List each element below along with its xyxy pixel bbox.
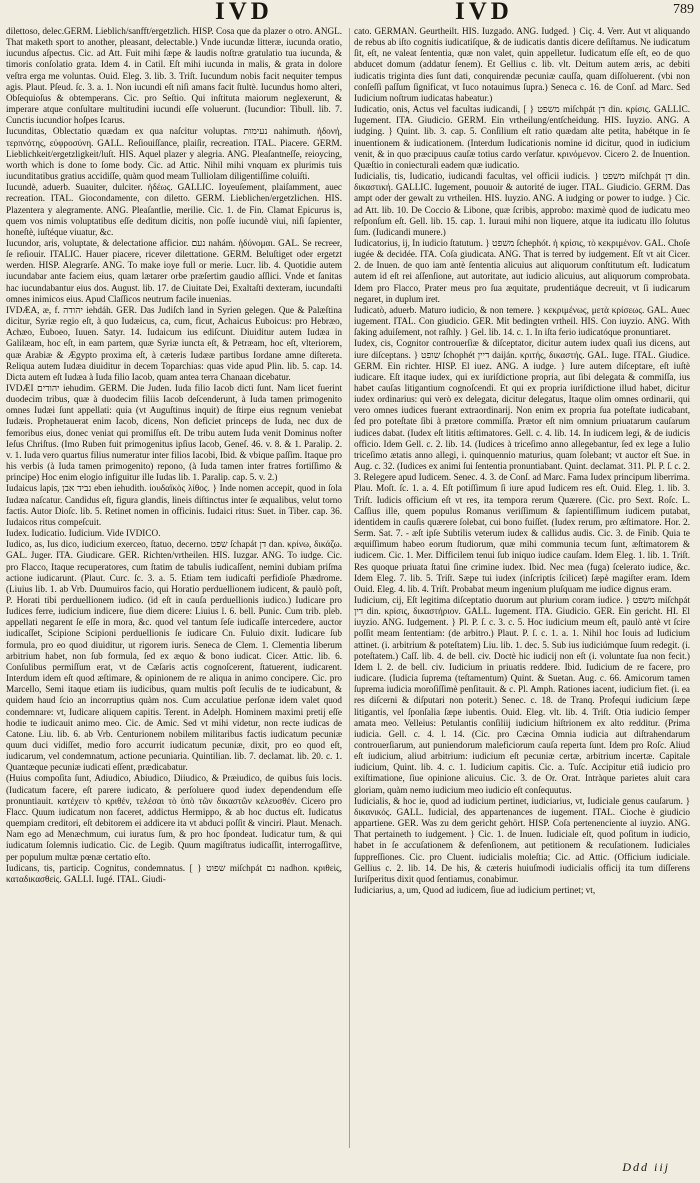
- entry-paragraph: Iudicialis, tis, Iudicatio, iudicandi facultas, vel officii iudicis. } משפט miſchpát דן din. δικαστική. GALLIC. Iugement, pouuoir & autorité de iuger. ITAL. Giudicio. GERM. Das ampt oder der gewalt zu vrtheilen. HIS. Iuyzio. ANG. A iudging or power to iudge. } Cic. ad Att. lib. 10. De Coccio & Libone, quæ ſcribis, approbo: maximè quod de iudicatu meo reſponſum eſt. Gell. lib. 15. cap. 1. Iuraui mihi non liquere, atque ita iudicatu illo ſolutus ſum. (Iudicandi munere.): [354, 171, 690, 237]
- entry-paragraph: IVDÆI יהודים iehudim. GERM. Die Juden. Iuda filio Iacob dicti ſunt. Nam licet fuerint duodecim tribus, quæ à duodecim filiis Iacob deſcenderunt, à Iuda tamen primogenito omnes Iudæi ſunt appellati: quia (vt Auguſtinus inquit) de ſtirpe eius regnum veniebat Iudæis. Prophetauerat enim Iacob, dicens, Non deficiet princeps de Iuda, nec dux de femoribus eius, donec veniat qui promiſſus eſt. De tribu autem Iuda venit Dominus noſter Ieſus Chriſtus. (Imo Ruben fuit primogenitus ipſius Iacob, Geneſ. 46. v. 8. & 1. Paralip. 2. v. 1. Iuda vero quartus filius numeratur inter filios Iacobi, Ibid. & vbique paſſim. Itaque pro his verbis (à Iuda tamen primogenito) repono, (à Iuda tamen inter fratres fortiſſimo & principe) Hoc enim elogio infiguitur ille Iudas lib. 1. Paralip. cap. 5. v. 2.): [6, 383, 342, 483]
- entry-paragraph: Iucundor, aris, voluptate, & delectatione afficior. נעם nahám. ἡδύνομαι. GAL. Se recreer, ſe reſiouir. ITALIC. Hauer piacere, ricever dilettatione. GERM. Beluſtiget oder ergetzt werden. HISP. Alegrarſe. ANG. To make ioye full or merie. Lucr. lib. 4. Quotidie autem iucundabar ante faciem eius, quam lætarer orbe præſertim gaudio aſſlici. Vnde et ſanitas hac iucundabantur eius dos. August. lib. 17. de Ciuitate Dei, Exaltaſti dexteram, iucundaſti omnes inimicos eius. Apud Claſſicos neutrum facile inuenias.: [6, 237, 342, 304]
- entry-paragraph: IVDÆA, æ, f. יהודה iehdáh. GER. Das Judiſch land in Syrien gelegen. Que & Palæſtina dicitur, Syriæ regio eſt, à quo Iudæicus, ca, cum, ficut, Achaicus Euboicus: pro Hebræo, Achæo, Euboeo, Iuuen. Satyr. 14. Iudaicum ius ediſcunt. Diuiditur autem Iudæa in Galilæam, hoc eſt, in eam partem, quæ Syriæ iuncta eſt, & Petræam, hoc eſt, vlteriorem, quæ Arabiæ & Ægypto proxima eſt, à cæteris Iudææ partibus Iordane amne diſtereta. Reliqua autem Iudæa diuiditur in decem Toparchias: quas vide apud Plin. lib. 5. cap. 14. Dicta autem eſt Iudæa à Iuda filio Iacob, quam antea terra Chanaan dicebatur.: [6, 304, 342, 382]
- entry-paragraph: Iudicium, cij, Eſt legitima diſceptatio duorum aut plurium coram iudice. } משפט miſchpát דין din. κρίσις, δικαστήριον. GALL. Iugement. ITA. Giudicio. GER. Ein gericht. HI. El iuyzio. ANG. Iudgement. } Pl. P. ſ. c. 3. c. 5. Hoc iudicium meum eſt, paulò antè vt ſcire poſſit meam ſententiam: (de arbitro.) Plaut. P. ſ. c. 1. a. 1. Nihil hoc Iouis ad Iudicium attinet. (i. arbitrium & poteſtatem) Liu. lib. 1. dec. 5. Sub ius iudiciúmque ſuum redegit. (i. poteſtatem.) Caſſ. lib. 4. de bell. civ. Doctè hic iudicij non eſt (i. voluntate ſua non fecit.) Idem l. 2. de bell. civ. Iudicium in priuatis reddere. Ibid. Iudicium de re facere, pro iudicare. (Iudicia ſuprema (teſtamentum) Quint. & Suetan. Aug. c. 66. Amicorum tamen ſuprema iudicia moroſiſſimè penſitauit. & c. Pl. Amph. Rationes iacent, iudicium fiet. (i. ea res diſcerni & diſputari non poterit.) Senec. c. 18. de Tranq. Profequi iudicium ſæpe litigantis, vel ſponſalia ſæpe iubentis. Ouid. Eleg. vlt. lib. 4. Triſt. Otia iudicio ſemper amata meo. Velleius: Petulantis conſiliij iudicium hiſtrionem ex alto redditur. (Prima iudicia. Gell. c. 4. l. 14. (Cic. pro Cæcina Omnia iudicia aut diſtrahendarum controuerſiarum, aut puniendorum maleficiorum cauſa reperta ſunt. Idem pro Roſc. Aliud eſt iudicium, aliud arbitrium: iudicium eſt pecuniæ certæ, arbitrium incertæ. Capitale iudicium, Quint. lib. 4. c. 1. Iudicium capitis. Cic. a. Tuſc. Accipitur etiâ iudicio pro exiſtimatione, ſiue opinione alicuius. Cic. 3. de Or. Orat. Intràque parietes aluit cara gloriam, quàm nemo iudicium meo iudicio eſt conſequutus.: [354, 594, 690, 795]
- entry-paragraph: (Huius compoſita ſunt, Adiudico, Abiudico, Diiudico, & Præiudico, de quibus ſuis locis. (Iudicatum facere, eſt parere iudicato, & perſoluere quod iudex dependendum eſſe pronuntiauit. κατέχειν τὸ κριθέν, τελέσαι τὸ ὑπὸ τῶν δικαστῶν κελευσθέν. Cicero pro Flacc. Quum iudicatum non faceret, addictus Hermippo, & ab hoc ductus eſt. Iudicatus quempiam creditori, eſt debitorem ei addicere ita vt abduci poſſit & vinciri. Plaut. Menach. Nam ego ad Menæchmum, cui iuratus ſum, & pro hoc ſpondeat. Iudicatur tum, & qui iudicatum ſolemnis iudicatio. Cic. de Legib. Quum magiſtratus iudicaſſit, interrogaſſitve, per populum multæ pœnæ certatio eſto.: [6, 773, 342, 862]
- signature-mark: Ddd iij: [622, 1160, 670, 1174]
- page-header: [0, 0, 700, 25]
- left-column: [6, 26, 342, 885]
- column-divider: [349, 28, 350, 1148]
- entry-paragraph: Iudaicus lapis, נביד אבן eben iehudith. ἰουδαϊκὸς λίθος. } Inde nomen accepit, quod in ſola Iudæa naſcatur. Candidus eſt, figura glandis, lineis diſtinctus inter ſe æqualibus, velut torno factis. Autor Dioſc. lib. 5. Retinet nomen in officinis. Iudaici ritus: Suet. in Tiber. cap. 36. Iudaicos ritus compeſcuit.: [6, 483, 342, 527]
- entry-paragraph: Iudicatorius, ij, In iudicio ſtatutum. } משפט ſchephót. ἡ κρίσις, τὸ κεκριμένον. GAL. Choſe iugée & decidée. ITA. Coſa giudicata. ANG. That is terred by iudgement. Eſt vt ait Cicer. 2. de Inuen. de quo iam antè ſententia alicuius aut aliquorum conſtitutum eſt. Iudicatum autem id eſt rei aſſenſione, aut autoritate, aut iudicio alicuius, aut aliquorum comprobata. Idem pro Flacco, Prater meus pro ſua æquitate, prudentiáque decreuit, vt ſi iudicarum negaret, in duplum iret.: [354, 237, 690, 304]
- entry-paragraph: cato. GERMAN. Geurtheilt. HIS. Iuzgado. ANG. Iudged. } Ciç. 4. Verr. Aut vt aliquando de rebus ab iſto cognitis iudicatiſque, & de iudicatis dantis dicere deſiſtamus. Ne iudicatum ſit, eſt, ne valeat ſententia, quæ non valet, quin appelletur. Iudicatum eſſe eſt, eo de quo abducet domum (addatur ſenem). Et Gellius c. lib. vlt. Deitum autem æris, ac debiti iudicatis triginta dies ſunt dati, conquirendæ pecuniæ cauſſa, quam diſſoluerent. (vbi non conſeſſi paſſum ſignificat, vt Iuco notauimus ſupra.) Seneca c. 16. de Conſ. ad Marc. Sed Iudicium noſtrum iudicatas habeatur.): [354, 26, 690, 103]
- running-head-left: IVD: [215, 0, 273, 25]
- entry-paragraph: dilettoso, delec.GERM. Lieblich/sanfft/ergetzlich. HISP. Cosa que da plazer o otro. ANGL. That maketh sport to another, pleasant, delectable.) Vnde iucundæ litteræ, iucunda oratio, iucundus aſpectus. Cic. ad Att. Fuit mihi ſæpe & laudis noſtræ gratulatio tua iucunda, & timoris conſolatio grata. Idem 4. in Catil. Eſt mihi iucunda in malis, & grata in dolore veſtra erga me voluntas. Ouid. Eleg. 3. lib. 3. Triſt. Iucundum nobis facit nequiter tempus agis. Plaut. Pſeud. ſc. 3. a. 1. Non iucundi eſt niſi amans facit ſtultè. Iucundus homo alteri, Obſequioſus & obtemperans. Cic. pro Seſtio. Qui inſtituta maiorum neglexerunt, & imperare atque conſultare multitudini iucundi eſſe voluerunt. (Iucundior: Tibull. lib. 7. Cunctis iucundior hoſpes Icarus.: [6, 26, 342, 126]
- entry-paragraph: Iudicans, tis, particip. Cognitus, condemnatus. [ } שפוט miſchpát נם nadhon. κριθεὶς, καταδικασθείς. GALLI. Iugé. ITAL. Giudi-: [6, 862, 342, 884]
- entry-paragraph: Iudicialis, & hoc ie, quod ad iudicium pertinet, iudiciarius, vt, Iudiciale genus cauſarum. } δικανικός. GALL. Iudicial, des appartenances de iugement. ITAL. Cioche è giudicio appartiene. GER. Was zu dem gericht gehört. HISP. Coſa pertenenciente al iuyzio. ANG. That pertaineth to iudgement. } Cic. 1. de Inuen. Iudiciale eſt, quod poſitum in iudicio, habet in ſe accuſationem & defenſionem, aut petitionem & recuſationem. Iudiciales ſuppreſſiones. Cic. pro Cluent. iudicialis moleſtia; Cic. ad Attic. (Officium iudiciale. Gellius c. 2. lib. 14. De his, & cæteris huiuſmodi iudicialis officij ita tum diſſerens Iuriſperitus dixit quod ſentiamus, conabimur.: [354, 795, 690, 884]
- entry-paragraph: Iudicatò, aduerb. Maturo iudicio, & non temere. } κεκριμένως, μετὰ κρίσεως. GAL. Auec iugement. ITAL. Con giudicio. GER. Mit bedingten vrtheil. HIS. Con iuyzio. ANG. With ſaking aduiſement, not raſhly. } Gel. lib. 14. c. 1. In iſta ferio iudicatóque pronuntiaret.: [354, 304, 690, 338]
- page-number: 789: [673, 2, 694, 17]
- right-column: [354, 26, 690, 896]
- entry-paragraph: Iudico, as, Ius dico, iudicium exerceo, ſtatuo, decerno. שפט ſchapát דן dan. κρίνω, δικάζω. GAL. Juger. ITA. Giudicare. GER. Richten/vrtheilen. HIS. Iuzgar. ANG. To iudge. Cic. pro Flacco, Itaque recuperatores, cum ſtatim de tabulis iudicaſſent, nemini dubiam priſma actione iudicarunt. (Plaut. Curc. ſc. 3. a. 5. Etiam tem iudicaſti perfidioſe Phædrome. (Liuius lib. 1. ab Vrb. Duumuiros facio, qui Horatio perduellionem iudicent, & paulò poſt, P. Horati tibi perduellionem iudico. (id eſt in cauſa perduellionis iudico.) Iudicare pro Iudices ferre, iudicium indicere, ſiue diem dicere: Liuius l. 6. bell. Punic. Cum trib. pleb. appellati negarent ſe eſſe in mora, &c. quod vel tantum ſeſe iudicaſſe intercedere, auctor iudicaſſet, Scipione Scipioni perduellionis ſe iudicare Cn. Fuluio dixit. Iudicare ſub formula, pro eo quod diuiditur, ut rigorem iuris. Seneca de Clem. 1. Clementia liberum arbitrium habet, non ſub formula, ſed ex æquo & bono iudicat. Cicer. Attic. lib. 6. Conſulibus permiſſum erat, vt de Cæſaris actis cognoſcerent, ſtatuerent, iudicarent. Interdum idem eſt quod æſtimare, & opinionem de re aliqua in animo concipere. Cic. pro Marcello, Semi itaque etiam iis iudicibus, quam multis poſt ſeculis de te iudicabunt, & quidem haud ſcio an incorruptius quàm nos. Cum acculatiue perſonæ idem valet quod condemnare: vt, Iudicare aliquem capitis. Terent. in Adelph. Hominem maximi pretij eſſe hodie te iudicauit animo meo. Cic. de Amic. Sed vt mihi videtur, non recte iudicas de Catone. Liu. lib. 6. ab Vrb. Centurionem nobilem militaribus factis iudicatum pecuniæ quum duci vidiſſet, medio foro accurrit iudicatum pecuniæ, dixit, pro eo quod eſt, iudicarum, vel condemnatum, actione pecuniaria. Quintilian. lib. 7. declamat. lib. 20. c. 1. Quantæque pecuniæ iudicati eſſent, prædicabatur.: [6, 539, 343, 773]
- entry-paragraph: Iucundè, aduerb. Suauiter, dulciter. ἡδέως. GALLIC. Ioyeuſement, plaiſamment, auec recreation. ITAL. Giocondamente, con diletto. GERM. Lieblichen/ergetzlichen. HIS. Plazentera y alegramente. ANG. Pleaſantlie, merilie. Cic. 1. de Fin. Clamat Epicurus is, quem vos nimis voluptatibus eſſe deditum dicitis, non poſſe iucundè viui, niſi ſapienter, honeſtè, iuſtéque viuatur, &c.: [6, 182, 342, 237]
- running-head-right: IVD: [455, 0, 513, 25]
- entry-paragraph: Iudex, cis, Cognitor controuerſiæ & diſceptator, dicitur autem iudex quaſi ius dicens, aut iure diſceptans. } שופט ſchophét דיין daiján. κριτής, δικαστής. GAL. Iuge. ITAL. Giudice. GERM. Ein richter. HISP. El iuez. ANG. A iudge. } Iure autem diſceptare, eſt iuſtè iudicare. Eſt itaque iudex, qui ex iuriſdictione propria, aut ſibi delegata & commiſſa, ius habet cauſas litigantium cognoſcendi. Et qui ex propria iuriſdictione illud habet, dicitur iudex ordinarius: qui verò ex delegata, dicitur delegatus, Itaque olim omnes ordinarii, qui vero omnes iudices fuerant extraordinarij. Non enim ex propria ſua poteſtate iudicabant, ſed pro poteſtate ſibi à prætore commiſſa. Prætor eſt nim omnium priuatarum cauſarum iudices dabat. (Iudex eſt lititis æſtimatores. Gell. c. 4. lib. 14. In iudicem legi, & de iudicis officio. Idem Gell. c. 2. lib. 14. (Iudices à triceſimo anno allegebantur, ſed ex lege a Iulio triceſimo ætatis anno allegi, i. quinquennio maturius, quam ſolebant; vt auctor eſt Sue. in Aug. c. 32. (Iudices ex animi ſui ſententia pronuntiabant. Quint. declamat. 311. Pl. P. ſ. c. 2. 3. Relegere apud Iudicem. Senec. 4. 3. de Conſ. ad Marc. Fama Iudex principum liberrima. Plau. Moſt. ſc. 1. a. 4. Eſt potiſſimum ſi iure apud Iudicem res eſt. Ouid. Eleg. 1. lib. 3. Triſt. Iudicis officium eſt vt res, ita tempora rerum Quærere. (Cic. pro Sext. Roſc. L. Caſſius ille, quem populus Romanus veriſſimum & ſapientiſſimum iudicem putabat, identidem in cauſis quærere ſolebat, cui bono fuiſſet. (Iudex rerum, pro æſtimatore. Hor. 2. Serm. Sat. 7. - æſt ipſe Subtilis veterum iudex & callidus audis. Cic. 3. de Finib. Quia te æquiſſimum habeo eorum ſtudiorum, quæ mihi communia tecum ſunt, æſtimatorem & iudicem. Cic. 1. Mer. Difficilem tenui ſub iniquo iudice cauſam. Idem Eleg. 1. lib. 1. Triſt. Res quoque priuata ſtatui ſine crimine iudex. Ibid. Nec mea (fuga) ſcelerato iudice, &c. Idem Eleg. 7. lib. 5. Triſt. Sæpe tui iudex (inſcriptis ſcilicet) ſæpè magiſter eram. Idem Ouid. Eleg. 4. lib. 4. Triſt. Probabat meum ingenium pluſquam me iudice dignus eram.: [354, 338, 690, 594]
- entry-paragraph: Iucunditas, Oblectatio quædam ex qua naſcitur voluptas. נעימות nahimuth. ἡδονή, τερπνότης, εὐφροσύνη. GALL. Reſiouiſſance, plaiſir, recreation. ITAL. Piacere. GERM. Lieblichkeit/ergetzligkeit/luſt. HIS. Aquel plazer y alegria. ANG. Pleaſantneſſe, reioycing, worth which is done to ſome body. Cic. ad Attic. Nihil mihi vnquam ex plurimis tuis iucunditatibus gratius accidiſſe, quàm quod meam Tulliolam diligentiſſime coluiſti.: [6, 126, 343, 182]
- entry-paragraph: Iudex. Iudicatio. Iudicium. Vide IVDICO.: [6, 528, 161, 539]
- entry-paragraph: Iudicatio, onis, Actus vel facultas iudicandi, [ } משפט miſchpát דן din. κρίσις. GALLIC. Iugement. ITA. Giudicio. GERM. Ein vrtheilung/entſcheidung. HIS. Iuyzio. ANG. A iudging. } Quint. lib. 3. cap. 5. Conſilium eſt ratio quædam alte petita, habétque in ſe inuentionem & iudicationem. (Interdum Iudicationis nomine id dicitur, quod in iudicium venit, & in quo præcipuus cauſæ totius cardo verſatur. κρινόμενον. Cicero 2. de Inuention. Quæſtio in coniecturali eadem quæ iudicatio.: [354, 104, 690, 170]
- entry-paragraph: Iudiciarius, a, um, Quod ad iudicem, ſiue ad iudicium pertinet; vt,: [354, 885, 596, 896]
